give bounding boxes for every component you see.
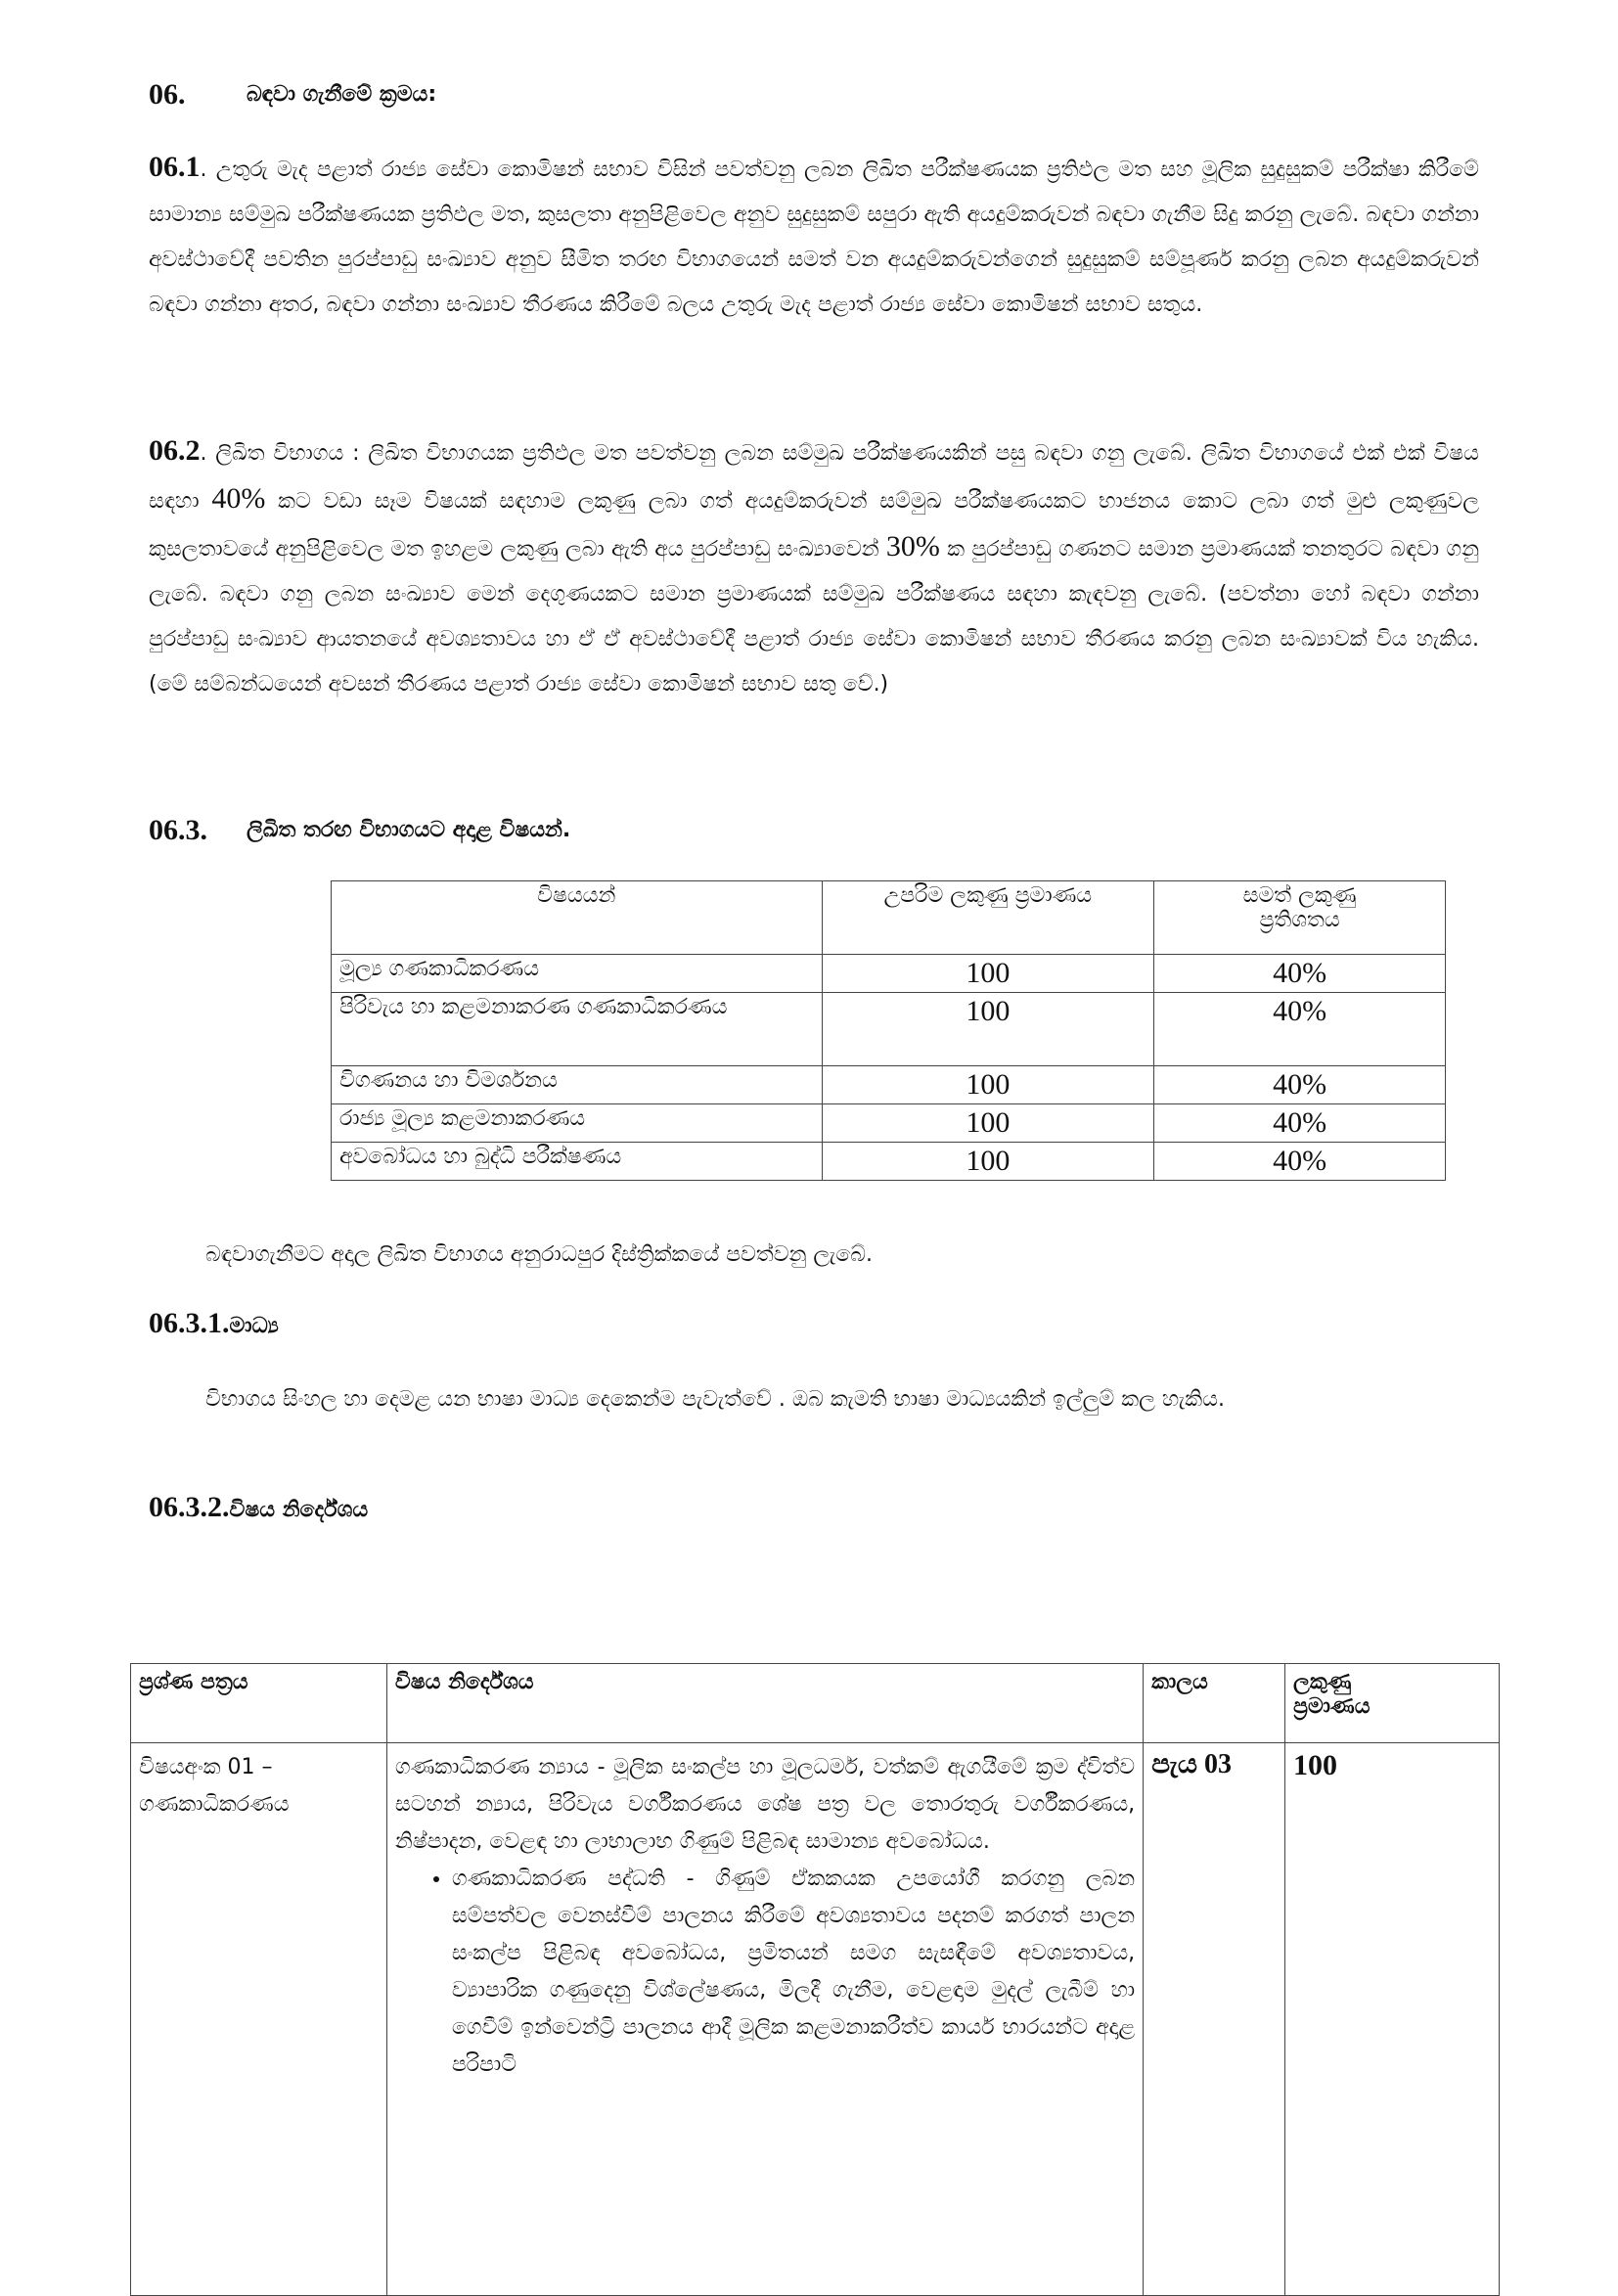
section-title: මාධ්‍ය [229,1314,279,1338]
column-header: ලකුණු ප්‍රමාණය [1285,1664,1500,1743]
table-row [131,1743,1500,2296]
section-number: 06.2 [149,434,201,467]
medium-paragraph: විභාගය සිංහල හා දෙමළ යන භාෂා මාධ්‍ය දෙකෙන්ම පැවැත්වේ . ඔබ කැමති භාෂා මාධ්‍යයකින් ඉල්ලුම් කල හැකිය. [205,1387,1225,1412]
exam-location-text: බඳවාගැනීමට අදාල ලිඛිත විභාගය අනුරාධපුර දිස්ත්‍රික්කයේ පවත්වනු ලැබේ. [205,1242,874,1267]
section-title: බඳවා ගැනීමේ ක්‍රමය: [247,82,437,107]
column-header: කාලය [1144,1664,1285,1743]
section-number: 06.3.2. [149,1491,230,1523]
paper-cell: විෂයඅංක 01 – ගණකාධිකරණය [131,1743,387,2296]
table-row [332,1104,1446,1143]
section-number: 06.3. [149,814,207,846]
subject-cell: පිරිවැය හා කළමනාකරණ ගණකාධිකරණය [332,993,823,1066]
section-number: 06. [149,78,186,111]
column-header: විෂය නිර්දේශය [386,1664,1143,1743]
column-header: සමත් ලකුණු ප්‍රතිශතය [1154,881,1446,955]
section-06-3-2-heading [149,1491,368,1524]
pass-percent-cell: 40% [1154,1143,1446,1181]
section-06-3-1-heading [149,1307,279,1340]
subject-cell: විගණනය හා විමර්ශනය [332,1066,823,1104]
pass-percent-cell: 40% [1154,1066,1446,1104]
section-number: 06.3.1. [149,1307,230,1339]
subject-cell: රාජ්‍ය මූල්‍ය කළමනාකරණය [332,1104,823,1143]
table-row [332,1143,1446,1181]
column-header: විෂයයන් [332,881,823,955]
pass-percent-cell: 40% [1154,1104,1446,1143]
table-header-row [332,881,1446,955]
subject-cell: මූල්‍ය ගණකාධිකරණය [332,955,823,993]
max-marks-cell: 100 [822,955,1154,993]
pass-percent-cell: 40% [1154,993,1446,1066]
max-marks-cell: 100 [822,993,1154,1066]
syllabus-cell [386,1743,1143,2296]
section-title: ලිඛිත තරඟ විභාගයට අදාළ විෂයන්. [247,818,571,842]
marks-cell: 100 [1285,1743,1500,2296]
percent-value: 40% [211,482,266,515]
table-row [332,1066,1446,1104]
subject-cell: අවබෝධය හා බුද්ධි පරීක්ෂණය [332,1143,823,1181]
section-06-3-heading [149,814,571,847]
paragraph-text: . උතුරු මැද පළාත් රාජ්‍ය සේවා කොමිෂන් සභාව විසින් පවත්වනු ලබන ලිඛිත පරීක්ෂණයක ප්‍රතිඵල මත සහ මූලික සුදුසුකම් පරීක්ෂා කිරීමේ සාමාන්‍ය සම්මුඛ පරීක්ෂණයක ප්‍රතිඵල මත, කුසලතා අනුපිළිවෙල අනුව සුදුසුකම් සපුරා ඇති අයදුම්කරුවන් බඳවා ගැනීම සිදු කරනු ලැබේ. බඳවා ගන්නා අවස්ථාවේදී පවතින පුරප්පාඩු සංඛ්‍යාව අනුව සීමිත තරඟ විභාගයෙන් සමත් වන අයදුම්කරුවන්ගෙන් සුදුසුකම් සම්පූර්ණ කරනු ලබන අයදුම්කරුවන් බඳවා ගන්නා අතර, බඳවා ගන්නා සංඛ්‍යාව තීරණය කිරීමේ බලය උතුරු මැද පළාත් රාජ්‍ය සේවා කොමිෂන් සභාව සතුය. [149,158,1479,317]
time-cell: පැය 03 [1144,1743,1285,2296]
syllabus-table [130,1663,1500,2296]
section-number: 06.1 [149,151,201,183]
max-marks-cell: 100 [822,1066,1154,1104]
paragraph-text: ක පුරප්පාඩු ගණනට සමාන ප්‍රමාණයක් තනතුරට බඳවා ගනු ලැබේ. බඳවා ගනු ලබන සංඛ්‍යාව මෙන් දෙගුණයකට සමාන ප්‍රමාණයක් සම්මුඛ පරීක්ෂණය සඳහා කැඳවනු ලැබේ. (පවත්නා හෝ බඳවා ගන්නා පුරප්පාඩු සංඛ්‍යාව ආයතනයේ අවශ්‍යතාවය හා ඒ ඒ අවස්ථාවේදී පළාත් රාජ්‍ය සේවා කොමිෂන් සභාව තීරණය කරනු ලබන සංඛ්‍යාවක් විය හැකිය. (මේ සම්බන්ධයෙන් අවසන් තීරණය පළාත් රාජ්‍ය සේවා කොමිෂන් සභාව සතු වේ.) [149,537,1479,697]
max-marks-cell: 100 [822,1104,1154,1143]
section-title: විෂය නිර්දේශය [229,1498,369,1522]
syllabus-intro: ගණකාධිකරණ න්‍යාය - මූලික සංකල්ප හා මූලධර්ම, වත්කම් ඇගයීමේ ක්‍රම ද්විත්ව සටහන් න්‍යාය, පිරිවැය වර්ගීකරණය ශේෂ පත්‍ර වල තොරතුරු වර්ගීකරණය, නිෂ්පාදන, වෙළඳ හා ලාභාලාභ ගිණුම් පිළිබඳ සාමාන්‍ය අවබෝධය. [394,1755,1136,1854]
paragraph-text: . ලිඛිත විභාගය : ලිඛිත විභාගයක ප්‍රතිඵල මත පවත්වනු ලබන සම්මුඛ පරීක්ෂණයකින් පසු බඳවා ගනු ලැබේ. ලිඛිත විභාගයේ එක් එක් විෂය සඳහා [149,441,1479,514]
syllabus-bullet-list [395,1861,1135,2084]
subjects-table [331,880,1446,1181]
table-row [332,955,1446,993]
pass-percent-cell: 40% [1154,955,1446,993]
paragraph-text: කට වඩා සෑම විෂයක් සඳහාම ලකුණු ලබා ගත් අයදුම්කරුවන් සම්මුඛ පරීක්ෂණයකට භාජනය කොට ලබා ගත් මුළු ලකුණුවල කුසලතාවයේ අනුපිළිවෙල මත ඉහළම ලකුණු ලබා ඇති අය පුරප්පාඩු සංඛ්‍යාවෙන් [149,489,1479,562]
percent-value: 30% [885,530,940,563]
max-marks-cell: 100 [822,1143,1154,1181]
column-header: උපරිම ලකුණු ප්‍රමාණය [822,881,1154,955]
table-row [332,993,1446,1066]
section-06-1-paragraph [149,145,1479,328]
section-06-heading [149,78,437,112]
table-header-row [131,1664,1500,1743]
list-item: • ගණකාධිකරණ පද්ධති - ගිණුම් ඒකකයක උපයෝගී කරගනු ලබන සම්පත්වල වෙනස්වීම් පාලනය කිරීමේ අවශ්‍යතාවය පදනම් කරගත් පාලන සංකල්ප පිළිබඳ අවබෝධය, ප්‍රමිතයන් සමග සැසඳීමේ අවශ්‍යතාවය, ව්‍යාපාරික ගණුදෙනු විශ්ලේෂණය, මිලදී ගැනීම, වෙළඳාම මුදල් ලැබීම් හා ගෙවීම් ඉන්වෙන්ට්‍රි පාලනය ආදී මූලික කළමනාකරීත්ව කාර්ය භාරයන්ට අදාළ පරිපාටි [452,1861,1135,2084]
column-header: ප්‍රශ්ණ පත්‍රය [131,1664,387,1743]
section-06-2-paragraph [149,428,1479,707]
